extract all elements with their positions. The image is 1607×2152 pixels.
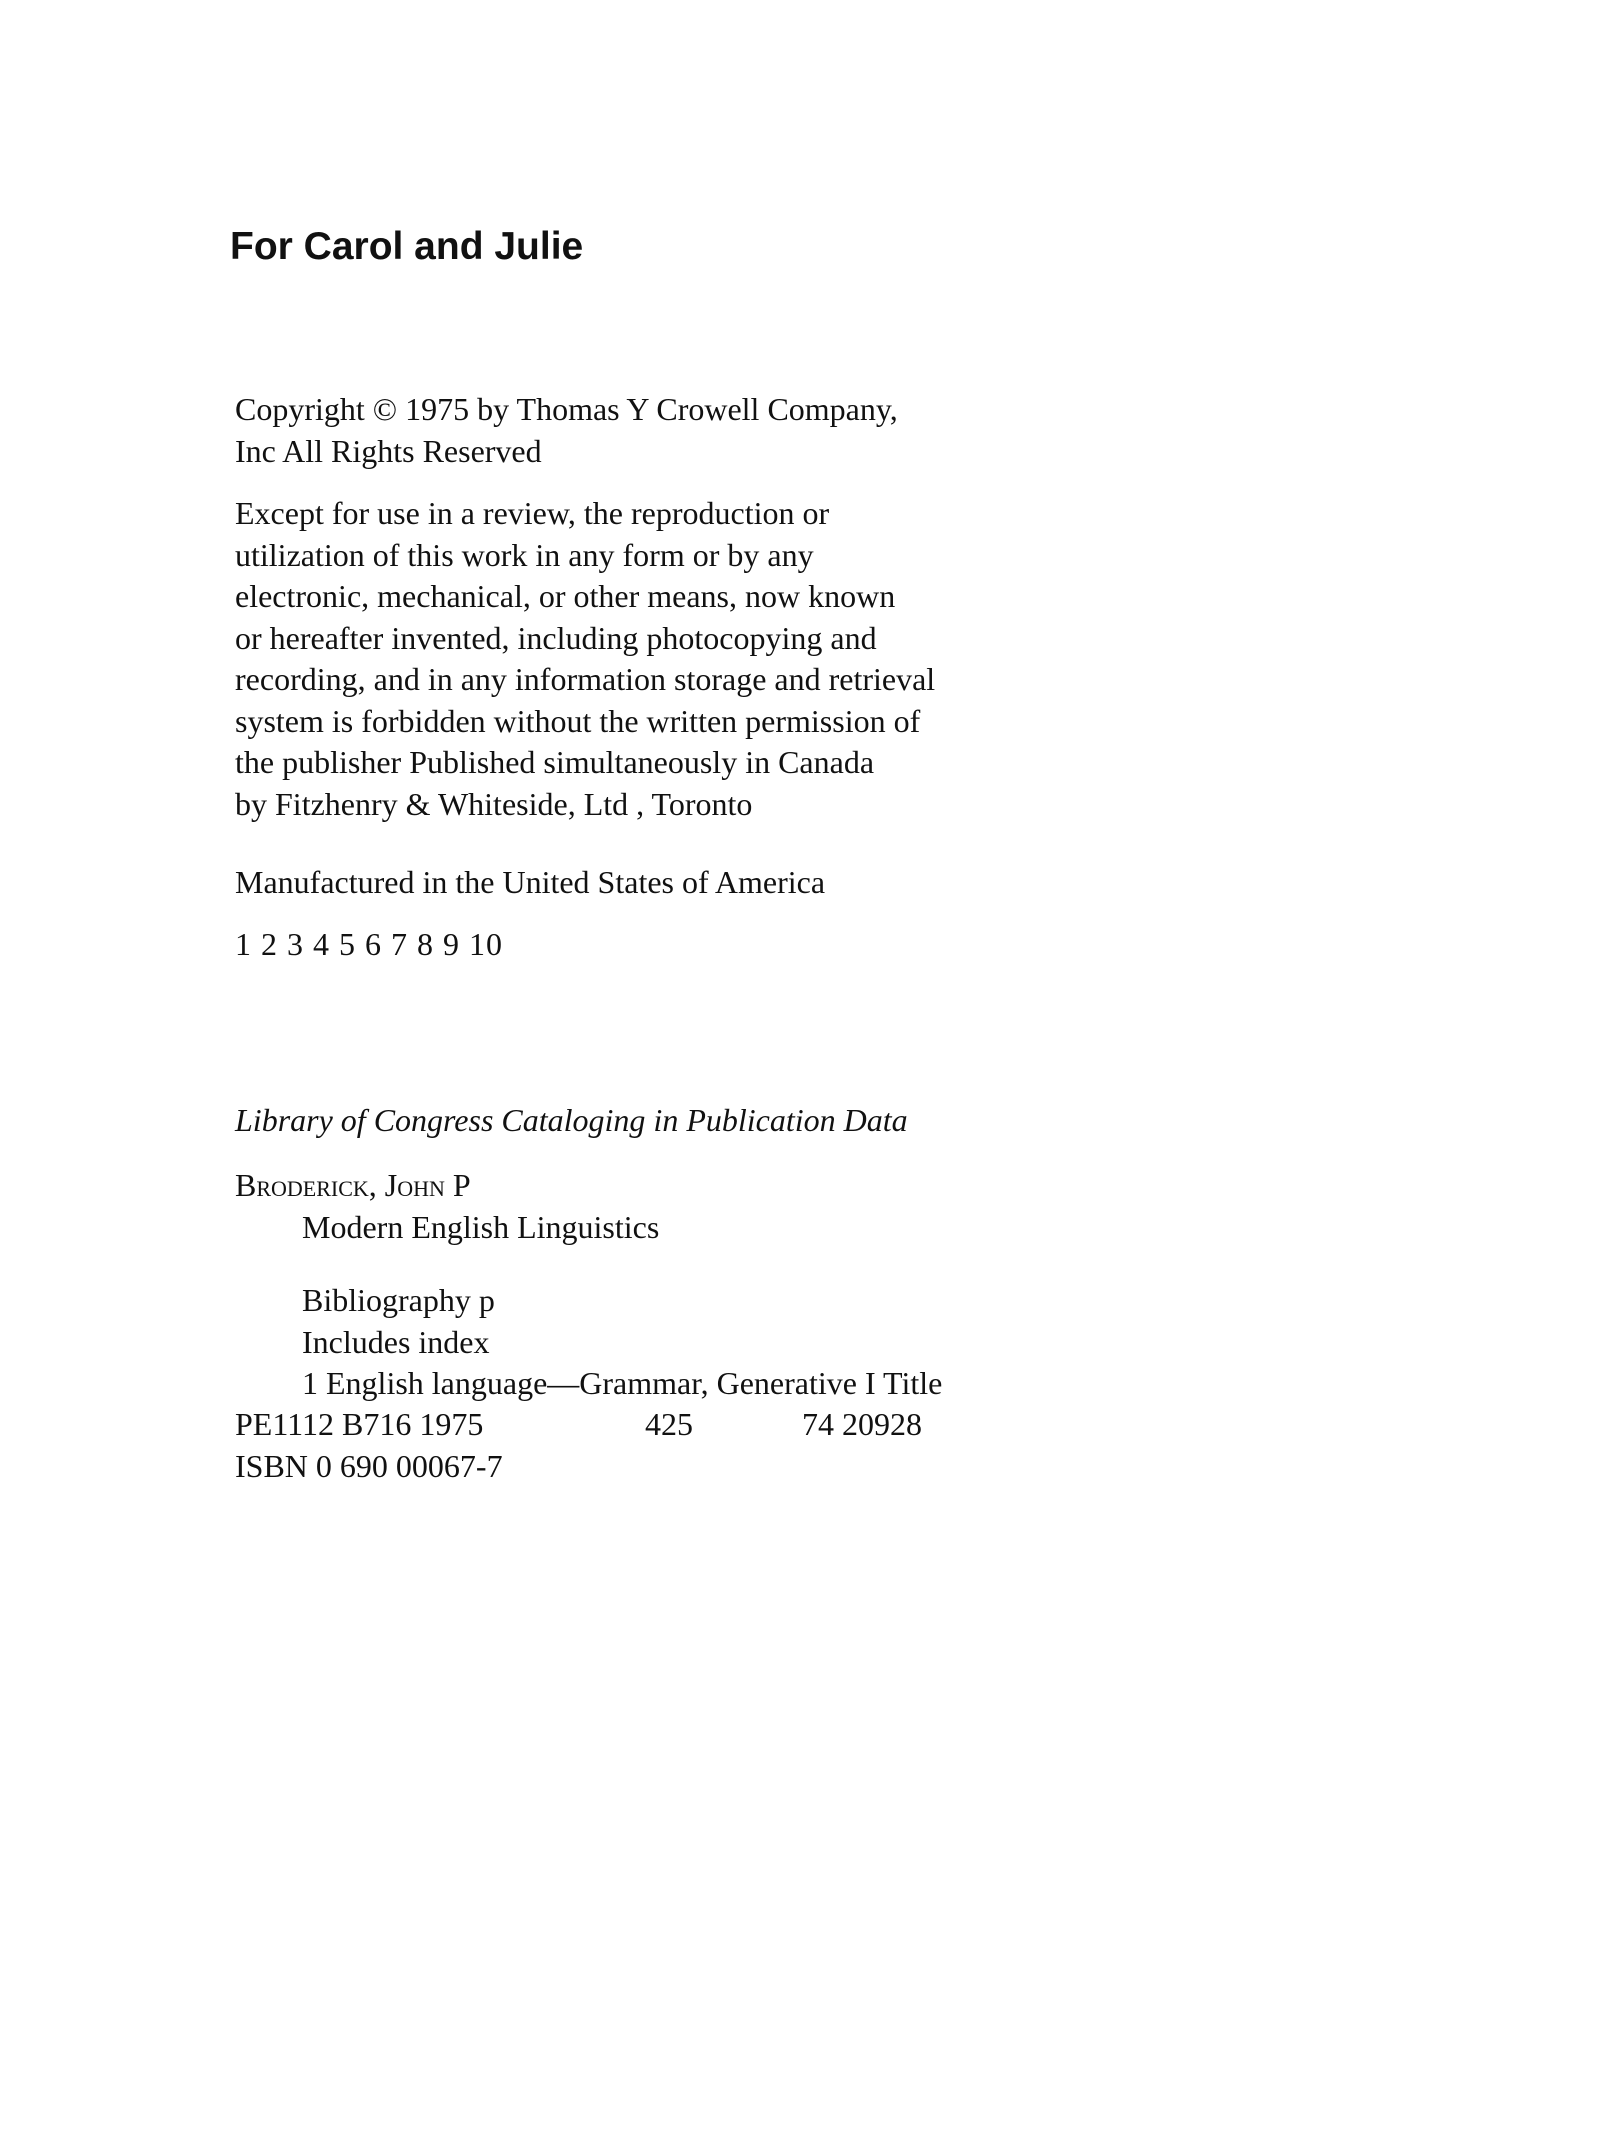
rights-line: recording, and in any information storage and retrieval	[235, 661, 936, 697]
rights-line: the publisher Published simultaneously in Canada	[235, 744, 875, 780]
rights-line: utilization of this work in any form or by any	[235, 536, 814, 573]
manufactured-notice: Manufactured in the United States of America	[235, 864, 826, 900]
rights-notice	[235, 493, 935, 825]
rights-line: by Fitzhenry & Whiteside, Ltd , Toronto	[235, 785, 753, 822]
cip-isbn: ISBN 0 690 00067-7	[235, 1448, 503, 1484]
cip-note: Includes index	[302, 1323, 490, 1360]
cip-note: Bibliography p	[302, 1282, 495, 1318]
cip-notes	[302, 1280, 942, 1405]
cip-lccn: 74 20928	[802, 1406, 922, 1442]
dedication: For Carol and Julie	[230, 225, 584, 268]
cip-dewey: 425	[645, 1406, 693, 1442]
copyright-line: Inc All Rights Reserved	[235, 432, 542, 469]
rights-line: or hereafter invented, including photocopying and	[235, 619, 877, 656]
cip-note: 1 English language—Grammar, Generative I Title	[302, 1365, 943, 1401]
copyright-line: Copyright © 1975 by Thomas Y Crowell Company,	[235, 391, 898, 427]
cip-call-number: PE1112 B716 1975	[235, 1406, 484, 1442]
rights-line: electronic, mechanical, or other means, now known	[235, 578, 896, 614]
printing-line: 1 2 3 4 5 6 7 8 9 10	[235, 926, 503, 962]
cip-author: Broderick, John P	[235, 1167, 471, 1203]
cip-classification	[235, 1404, 922, 1446]
copyright-notice	[235, 389, 898, 472]
cip-title: Modern English Linguistics	[302, 1209, 660, 1245]
rights-line: system is forbidden without the written permission of	[235, 702, 921, 739]
rights-line: Except for use in a review, the reproduction or	[235, 495, 830, 531]
cip-heading: Library of Congress Cataloging in Publication Data	[235, 1102, 908, 1138]
